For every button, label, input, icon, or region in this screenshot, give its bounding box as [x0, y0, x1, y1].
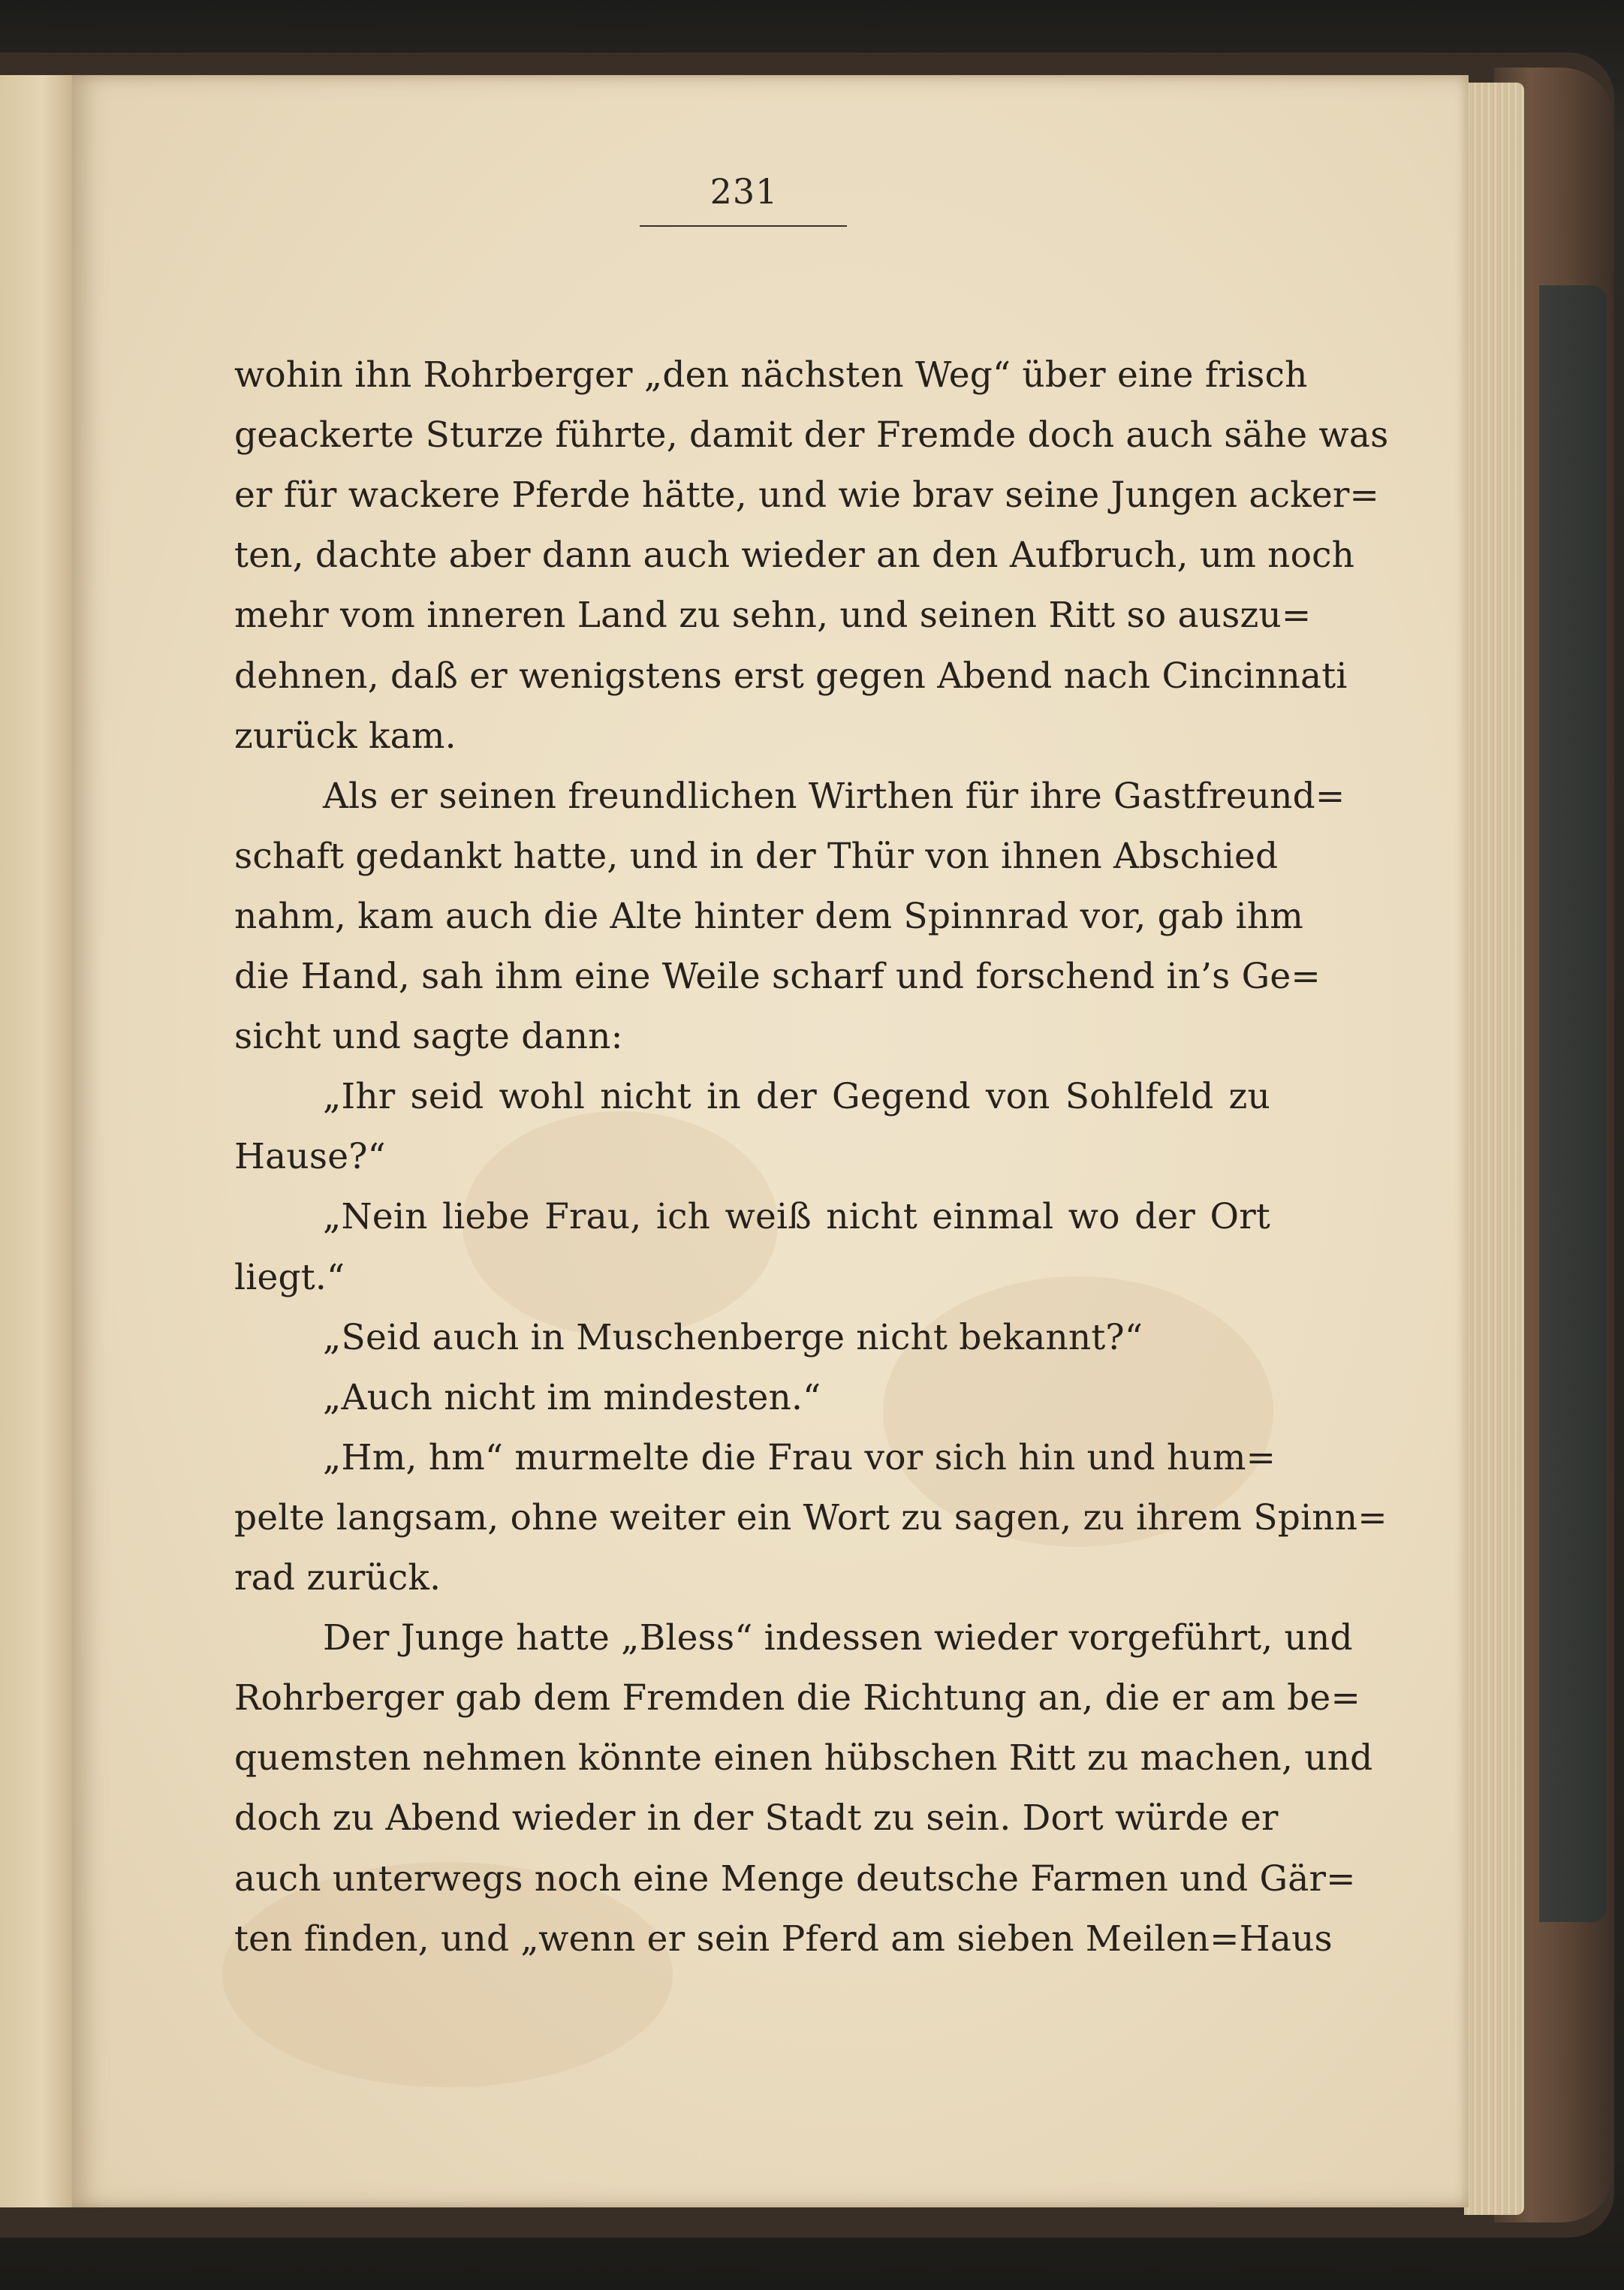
- text-line: „Auch nicht im mindesten.“: [323, 1376, 821, 1418]
- text-line: liegt.“: [234, 1256, 345, 1298]
- text-line: Hause?“: [234, 1136, 386, 1178]
- text-line: „Hm, hm“ murmelte die Frau vor sich hin und hum=: [323, 1436, 1276, 1478]
- text-line: sicht und sagte dann:: [234, 1016, 623, 1058]
- text-line: auch unterwegs noch eine Menge deutsche Farmen und Gär=: [234, 1858, 1356, 1900]
- text-line: „Seid auch in Muschenberge nicht bekannt?“: [323, 1316, 1143, 1358]
- text-line: rad zurück.: [234, 1557, 441, 1598]
- text-line: mehr vom inneren Land zu sehn, und seinen Ritt so auszu=: [234, 595, 1312, 637]
- text-line: „Nein liebe Frau, ich weiß nicht einmal wo der Ort: [323, 1196, 1270, 1238]
- text-line: Als er seinen freundlichen Wirthen für ihre Gastfreund=: [323, 775, 1345, 817]
- text-line: „Ihr seid wohl nicht in der Gegend von Sohlfeld zu: [323, 1076, 1270, 1118]
- text-line: Der Junge hatte „Bless“ indessen wieder vorgeführt, und: [323, 1617, 1353, 1659]
- text-line: quemsten nehmen könnte einen hübschen Ritt zu machen, und: [234, 1737, 1373, 1779]
- text-line: zurück kam.: [234, 715, 456, 757]
- text-line: ten, dachte aber dann auch wieder an den Aufbruch, um noch: [234, 535, 1355, 577]
- text-line: doch zu Abend wieder in der Stadt zu sein. Dort würde er: [234, 1797, 1279, 1840]
- text-line: schaft gedankt hatte, und in der Thür von ihnen Abschied: [234, 835, 1279, 877]
- page-number: 231: [710, 171, 779, 212]
- text-line: pelte langsam, ohne weiter ein Wort zu sagen, zu ihrem Spinn=: [234, 1496, 1387, 1538]
- header-rule: [640, 225, 847, 227]
- page-edges: [1464, 83, 1524, 2215]
- text-line: er für wackere Pferde hätte, und wie brav seine Jungen acker=: [234, 475, 1380, 517]
- text-line: wohin ihn Rohrberger „den nächsten Weg“ über eine frisch: [234, 354, 1308, 396]
- facing-page-edge: [0, 75, 72, 2207]
- text-line: dehnen, daß er wenigstens erst gegen Abend nach Cincinnati: [234, 655, 1348, 697]
- text-line: die Hand, sah ihm eine Weile scharf und forschend in’s Ge=: [234, 956, 1321, 997]
- text-line: Rohrberger gab dem Fremden die Richtung an, die er am be=: [234, 1677, 1361, 1719]
- spine-cloth: [1539, 285, 1607, 1922]
- text-line: ten finden, und „wenn er sein Pferd am sieben Meilen=Haus: [234, 1918, 1333, 1960]
- text-line: geackerte Sturze führte, damit der Fremde doch auch sähe was: [234, 414, 1389, 456]
- text-line: nahm, kam auch die Alte hinter dem Spinnrad vor, gab ihm: [234, 895, 1304, 937]
